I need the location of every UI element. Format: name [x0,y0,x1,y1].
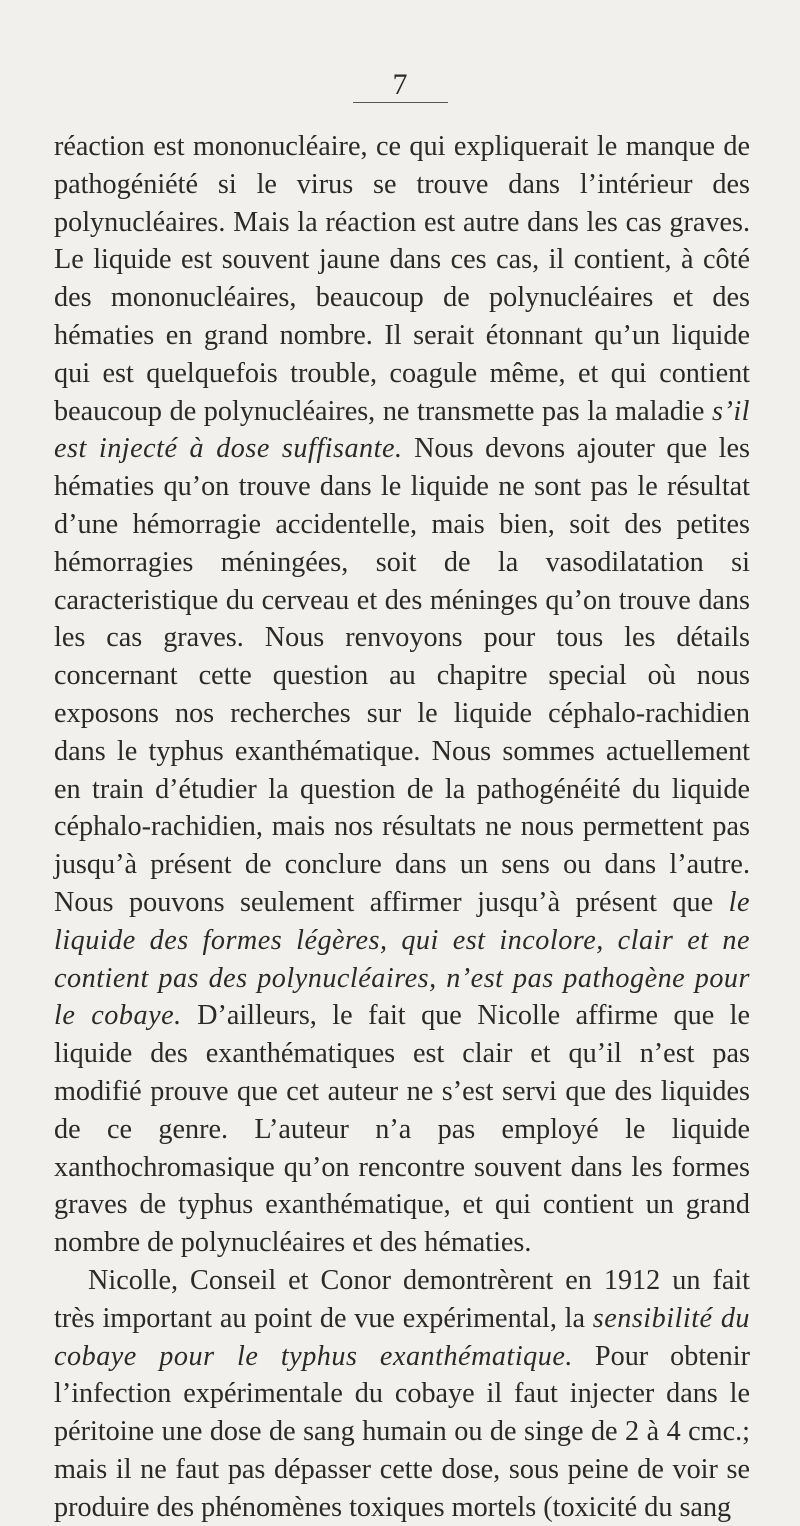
paragraph [54,128,750,1262]
text-run: Pour obtenir l’infection expérimentale du cobaye il faut injecter dans le péritoine une dose de sang humain ou de singe de 2 à 4 cmc.; mais il ne faut pas dépasser cette dose, sous peine de voir se produire des phénomènes toxiques mortels (toxicité du sang [54,1340,750,1523]
text-run: D’ailleurs, le fait que Nicolle affirme que le liquide des exanthématiques est clair et qu’il n’est pas modifié prouve que cet auteur ne s’est servi que des liquides de ce genre. L’auteur n’a pas employé le liquide xanthochromasique qu’on rencontre souvent dans les formes graves de typhus exanthématique, et qui contient un grand nombre de polynucléaires et des hématies. [54,1000,750,1259]
text-run: réaction est mononucléaire, ce qui expliquerait le manque de pathogéniété si le virus se trouve dans l’intérieur des polynucléaires. Mais la réaction est autre dans les cas graves. Le liquide est souvent jaune dans ces cas, il contient, à côté des mononucléaires, beaucoup de polynucléaires et des hématies en grand nombre. Il serait étonnant qu’un liquide qui est quelquefois trouble, coagule même, et qui contient beaucoup de polynucléaires, ne transmette pas la maladie [54,131,750,427]
italic-run: le liquide des formes légères, qui est incolore, clair et ne contient pas des polynucléaires, n’est pas pathogène pour le cobaye. [54,886,750,1032]
paragraph [54,1262,750,1526]
italic-run: sensibilité du cobaye pour le typhus exanthématique. [54,1302,751,1372]
italic-run: s’il est injecté à dose suffisante. [54,395,750,465]
page-header [0,70,800,103]
text-run: Nous devons ajouter que les hématies qu’on trouve dans le liquide ne sont pas le résultat d’une hémorragie accidentelle, mais bien, soit des petites hémorragies méningées, soit de la vasodilatation si caracteristique du cerveau et des méninges qu’on trouve dans les cas graves. Nous renvoyons pour tous les détails concernant cette question au chapitre special où nous exposons nos recherches sur le liquide céphalo-rachidien dans le typhus exanthématique. Nous sommes actuellement en train d’étudier la question de la pathogénéité du liquide céphalo-rachidien, mais nos résultats ne nous permettent pas jusqu’à présent de conclure dans un sens ou dans l’autre. Nous pouvons seulement affirmer jusqu’à présent que [54,433,750,918]
text-run: Nicolle, Conseil et Conor demontrèrent en 1912 un fait très important au point de vue expérimental, la [54,1264,750,1334]
page-number: 7 [353,70,448,103]
body-text [54,128,750,1526]
